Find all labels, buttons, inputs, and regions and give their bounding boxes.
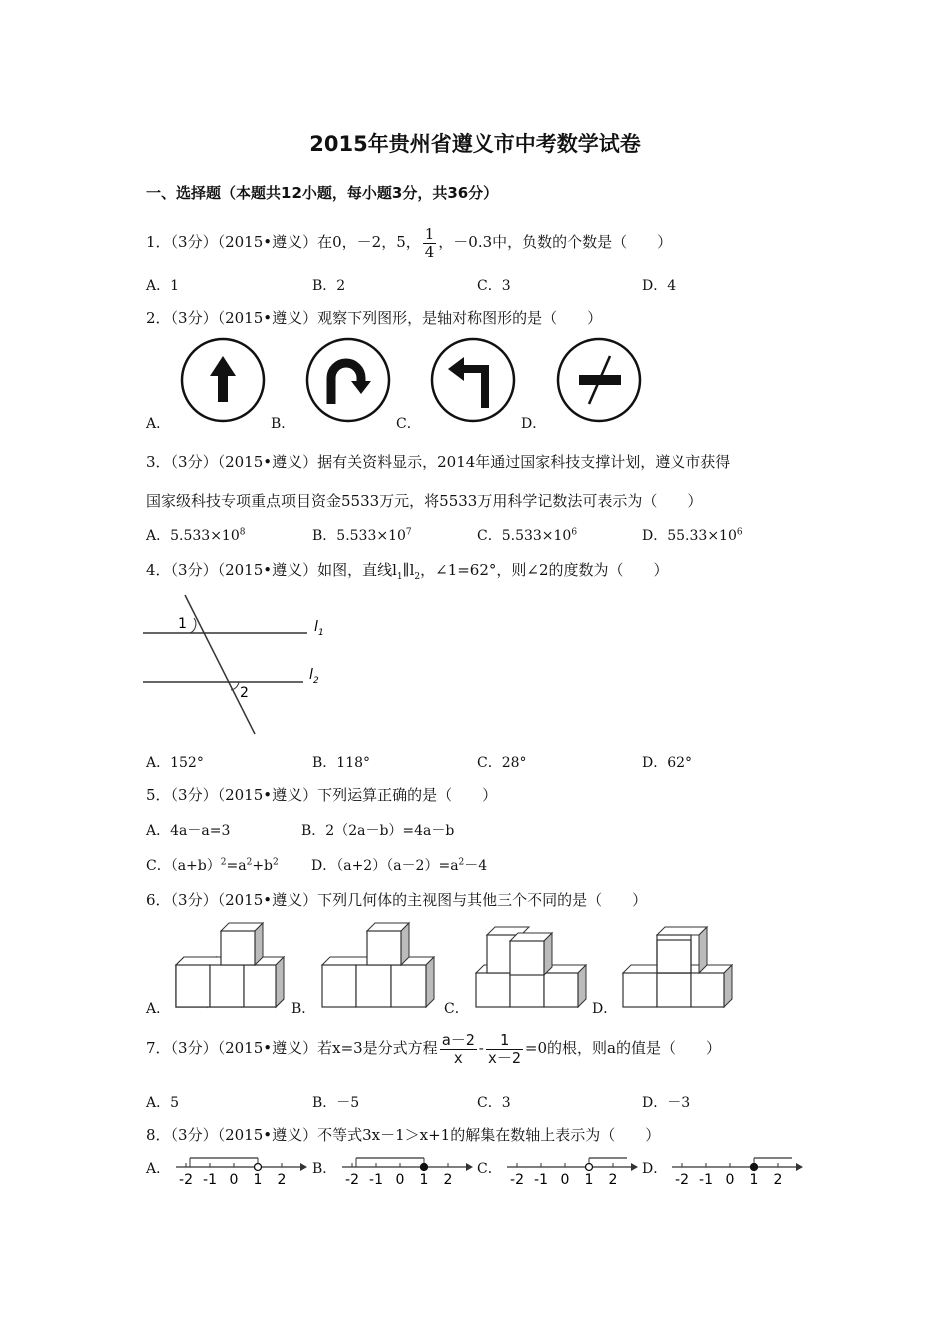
q5-c-exp2: 2 [246, 857, 253, 868]
q4-sub1: 1 [396, 572, 403, 582]
q5-d-b: －4 [464, 858, 488, 874]
q1-option-b[interactable]: B．2 [312, 278, 346, 294]
q3-a-base: 5.533×10 [170, 528, 240, 544]
tick-label: 1 [749, 1172, 759, 1188]
q8-label-d[interactable]: D． [642, 1161, 668, 1177]
q6-label-a[interactable]: A． [146, 1001, 171, 1017]
q1-frac-num: 1 [424, 225, 435, 243]
q4-option-a[interactable]: A．152° [146, 755, 204, 771]
tick-label: -1 [534, 1172, 548, 1188]
tick-label: -1 [699, 1172, 713, 1188]
question-6-stem: 6．（3分）（2015•遵义）下列几何体的主视图与其他三个不同的是（ ） [146, 891, 648, 909]
q3-b-exp: 7 [405, 527, 412, 538]
q5-c-c: +b [252, 858, 274, 874]
q6-label-d[interactable]: D． [592, 1001, 618, 1017]
q3-d-exp: 6 [736, 527, 743, 538]
page-title: 2015年贵州省遵义市中考数学试卷 [309, 132, 641, 156]
q1-option-d[interactable]: D．4 [642, 278, 677, 294]
q3-c-base: 5.533×10 [501, 528, 572, 544]
q3-a-exp: 8 [239, 527, 246, 538]
question-3-line1: 3．（3分）（2015•遵义）据有关资料显示，2014年通过国家科技支撑计划，遵义市获得 [146, 453, 731, 471]
axis-arrow-icon [300, 1163, 307, 1171]
tick-label: 2 [443, 1172, 453, 1188]
tick-label: 2 [277, 1172, 287, 1188]
solid-dot-icon [751, 1164, 758, 1171]
tick-label: -1 [369, 1172, 383, 1188]
q5-c-a: C．（a+b） [146, 858, 221, 874]
q5-c-exp1: 2 [220, 857, 227, 868]
question-8-stem: 8．（3分）（2015•遵义）不等式3x－1＞x+1的解集在数轴上表示为（ ） [146, 1126, 661, 1144]
q2-label-d[interactable]: D． [521, 416, 547, 432]
q7-minus: - [478, 1039, 484, 1057]
q3-c-exp: 6 [571, 527, 578, 538]
question-2-stem: 2．（3分）（2015•遵义）观察下列图形，是轴对称图形的是（ ） [146, 309, 603, 327]
q3-d-base: 55.33×10 [667, 528, 737, 544]
q7-option-c[interactable]: C．3 [477, 1095, 511, 1111]
q7-stem-b: =0的根，则a的值是（ ） [524, 1039, 721, 1057]
tick-label: 2 [773, 1172, 783, 1188]
axis-arrow-icon [466, 1163, 473, 1171]
q4-stem-b: ，∠1=62°，则∠2的度数为（ ） [420, 561, 669, 579]
section-heading: 一、选择题（本题共12小题，每小题3分，共36分） [146, 184, 499, 202]
q1-stem-b: ，－0.3中，负数的个数是（ ） [438, 233, 673, 251]
q5-d-exp: 2 [458, 857, 465, 868]
q2-label-a[interactable]: A． [146, 416, 171, 432]
tick-label: 2 [608, 1172, 618, 1188]
q2-label-b[interactable]: B． [271, 416, 296, 432]
angle-1-label: 1 [178, 616, 187, 632]
q8-label-c[interactable]: C． [477, 1161, 502, 1177]
q7-stem-a: 7．（3分）（2015•遵义）若x=3是分式方程 [146, 1039, 438, 1057]
l2-label: l [309, 667, 313, 683]
q4-option-b[interactable]: B．118° [312, 755, 371, 771]
number-line-d [672, 1158, 803, 1188]
q3-c-label: C． [477, 528, 502, 544]
q8-label-a[interactable]: A． [146, 1161, 171, 1177]
axis-arrow-icon [631, 1163, 638, 1171]
solid-dot-icon [421, 1164, 428, 1171]
q5-c-exp3: 2 [273, 857, 279, 868]
q4-sub2: 2 [414, 572, 421, 582]
q3-a-label: A． [146, 528, 171, 544]
tick-label: 1 [253, 1172, 263, 1188]
tick-label: 0 [395, 1172, 405, 1188]
q1-option-c[interactable]: C．3 [477, 278, 511, 294]
hollow-dot-icon [586, 1164, 593, 1171]
q3-b-label: B． [312, 528, 337, 544]
tick-label: -2 [510, 1172, 524, 1188]
q5-c-b: =a [226, 858, 247, 874]
q4-mid: ∥l [402, 561, 415, 579]
tick-label: 1 [584, 1172, 594, 1188]
q1-stem-a: 1．（3分）（2015•遵义）在0，－2，5， [146, 233, 421, 251]
q3-d-label: D． [642, 528, 668, 544]
q5-option-b[interactable]: B．2（2a－b）=4a－b [301, 823, 455, 839]
q7-option-a[interactable]: A．5 [146, 1095, 180, 1111]
number-line-a [176, 1158, 307, 1188]
tick-label: 0 [725, 1172, 735, 1188]
q7-f1-den: x [453, 1048, 463, 1067]
q4-stem-a: 4．（3分）（2015•遵义）如图，直线l [146, 561, 397, 579]
tick-label: -2 [179, 1172, 193, 1188]
q7-f2-den: x－2 [487, 1048, 521, 1067]
l2-sub-label: 2 [313, 676, 319, 686]
angle-2-label: 2 [240, 685, 249, 701]
q1-option-a[interactable]: A．1 [146, 278, 180, 294]
q7-f1-num: a－2 [441, 1031, 475, 1049]
axis-arrow-icon [796, 1163, 803, 1171]
number-line-c [507, 1158, 638, 1188]
q4-option-c[interactable]: C．28° [477, 755, 527, 771]
q7-option-d[interactable]: D．－3 [642, 1095, 691, 1111]
q5-d-a: D．（a+2）（a－2）=a [311, 858, 459, 874]
tick-label: 0 [229, 1172, 239, 1188]
q5-option-a[interactable]: A．4a－a=3 [146, 823, 231, 839]
q8-label-b[interactable]: B． [312, 1161, 337, 1177]
q1-frac-den: 4 [424, 242, 435, 261]
question-5-stem: 5．（3分）（2015•遵义）下列运算正确的是（ ） [146, 786, 498, 804]
tick-label: -1 [203, 1172, 217, 1188]
q7-f2-num: 1 [486, 1032, 523, 1050]
q4-option-d[interactable]: D．62° [642, 755, 693, 771]
tick-label: -2 [345, 1172, 359, 1188]
tick-label: 1 [419, 1172, 429, 1188]
l1-label: l [314, 619, 318, 635]
number-line-b [342, 1158, 473, 1188]
q7-option-b[interactable]: B．－5 [312, 1095, 360, 1111]
tick-label: -2 [675, 1172, 689, 1188]
q2-label-c[interactable]: C． [396, 416, 421, 432]
q6-label-c[interactable]: C． [444, 1001, 469, 1017]
hollow-dot-icon [255, 1164, 262, 1171]
q6-label-b[interactable]: B． [291, 1001, 316, 1017]
q3-b-base: 5.533×10 [336, 528, 406, 544]
question-3-line2: 国家级科技专项重点项目资金5533万元，将5533万用科学记数法可表示为（ ） [146, 492, 703, 510]
l1-sub-label: 1 [318, 628, 324, 638]
tick-label: 0 [560, 1172, 570, 1188]
